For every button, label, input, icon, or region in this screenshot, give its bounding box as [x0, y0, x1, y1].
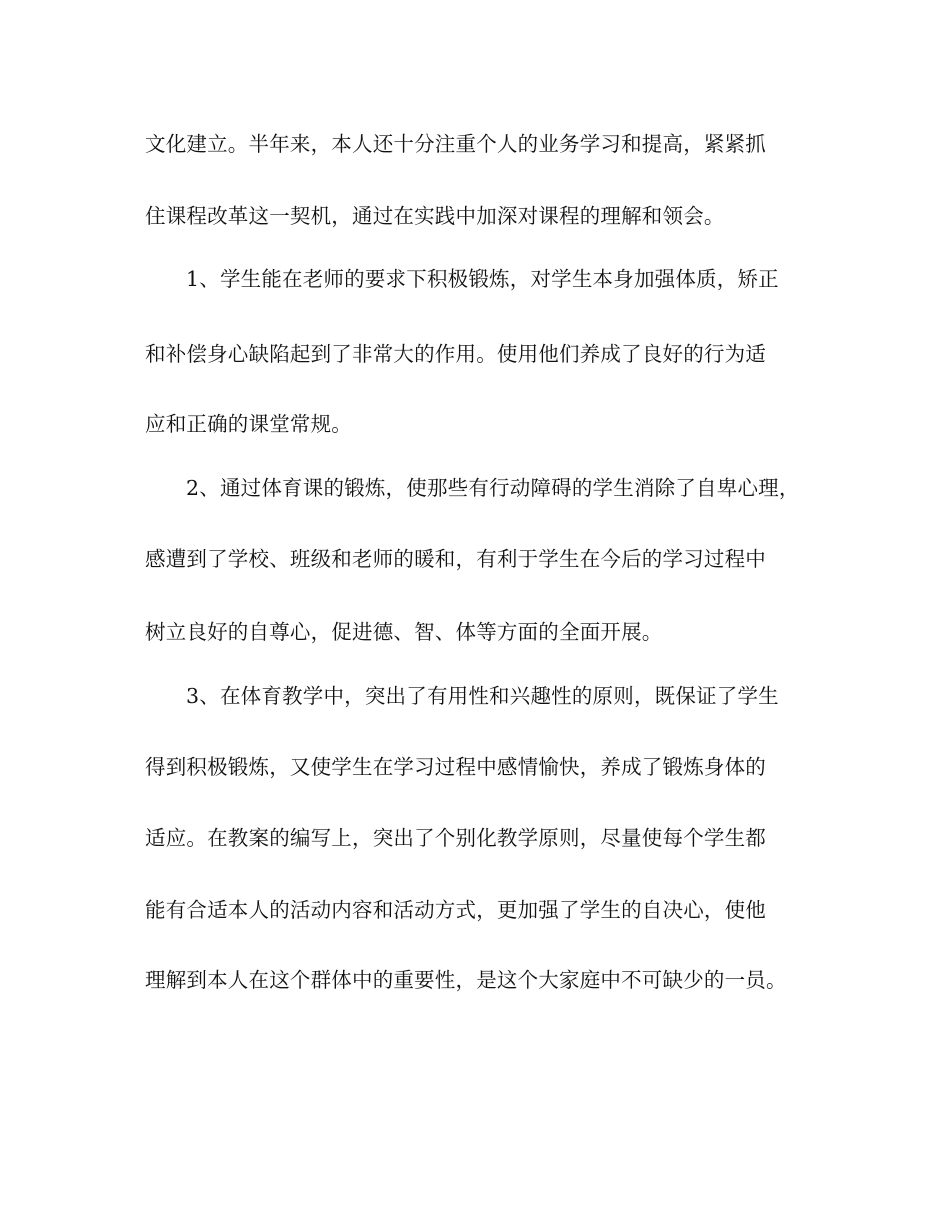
text-line-5: 应和正确的课堂常规。: [145, 412, 352, 436]
text-line-8: 树立良好的自尊心，促进德、智、体等方面的全面开展。: [145, 620, 663, 644]
text-line-4: 和补偿身心缺陷起到了非常大的作用。使用他们养成了良好的行为适: [145, 342, 766, 366]
text-line-7: 感遭到了学校、班级和老师的暖和，有利于学生在今后的学习过程中: [145, 547, 766, 571]
text-line-2: 住课程改革这一契机，通过在实践中加深对课程的理解和领会。: [145, 204, 725, 228]
text-line-10: 得到积极锻炼，又使学生在学习过程中感情愉快，养成了锻炼身体的: [145, 755, 766, 779]
text-line-11: 适应。在教案的编写上，突出了个别化教学原则，尽量使每个学生都: [145, 826, 766, 850]
text-line-9: 3、在体育教学中，突出了有用性和兴趣性的原则，既保证了学生: [186, 684, 779, 708]
text-line-3: 1、学生能在老师的要求下积极锻炼，对学生本身加强体质，矫正: [186, 267, 779, 291]
text-line-1: 文化建立。半年来，本人还十分注重个人的业务学习和提高，紧紧抓: [145, 132, 766, 156]
text-line-12: 能有合适本人的活动内容和活动方式，更加强了学生的自决心，使他: [145, 898, 766, 922]
text-line-6: 2、通过体育课的锻炼，使那些有行动障碍的学生消除了自卑心理，: [186, 476, 800, 500]
text-line-13: 理解到本人在这个群体中的重要性，是这个大家庭中不可缺少的一员。: [145, 968, 787, 992]
